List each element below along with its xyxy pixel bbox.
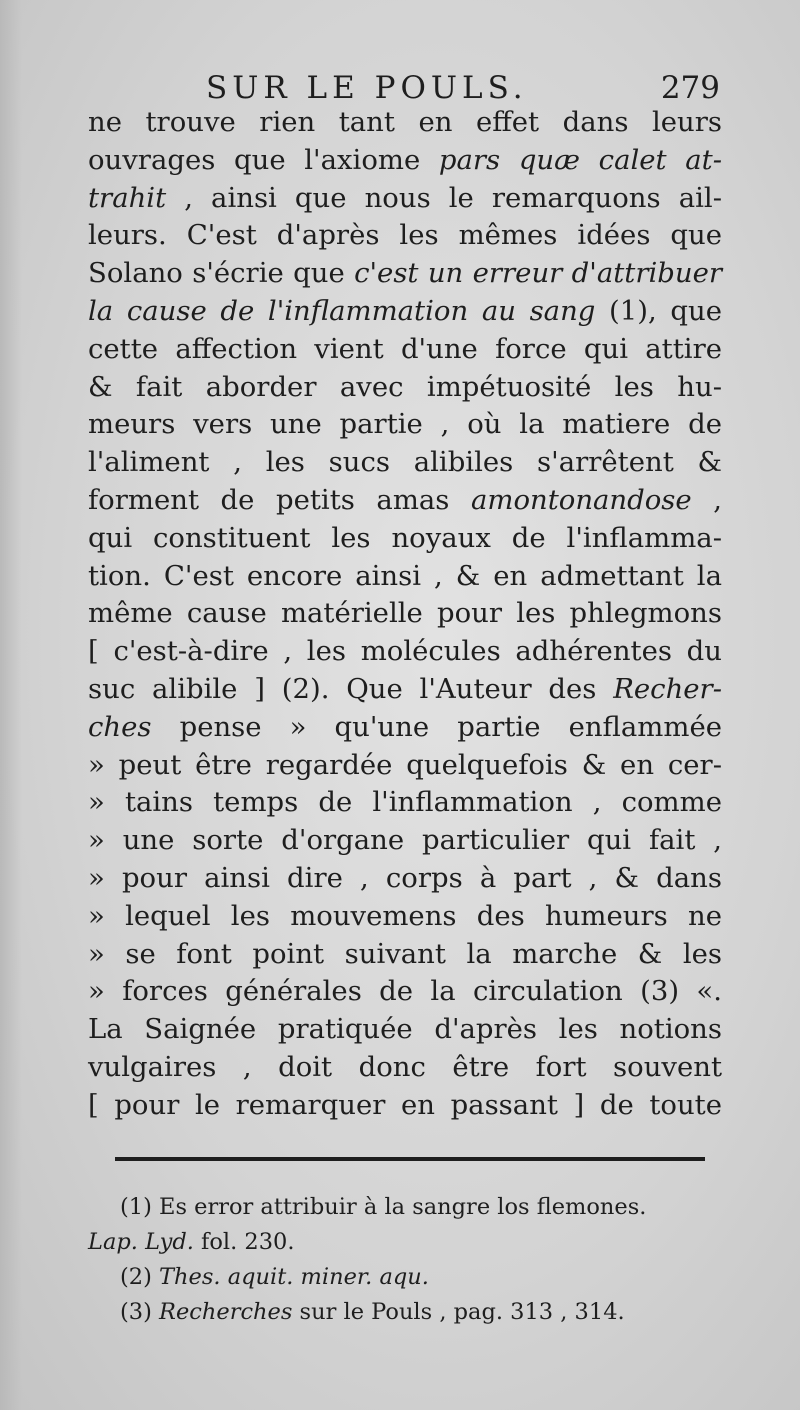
text-line: tion. C'est encore ainsi , & en admettant la	[88, 559, 722, 592]
text-line: qui constituent les noyaux de l'inflamma-	[88, 521, 722, 554]
italic-run: trahit	[88, 181, 167, 214]
text-line: meurs vers une partie , où la matiere de	[88, 408, 722, 441]
text-line: [ pour le remarquer en passant ] de toute	[88, 1088, 722, 1121]
text-line: même cause matérielle pour les phlegmons	[88, 597, 722, 630]
text-line: leurs. C'est d'après les mêmes idées que	[88, 219, 722, 252]
text-line: » se font point suivant la marche & les	[88, 937, 722, 970]
page-number: 279	[660, 70, 720, 106]
body-text	[88, 104, 722, 1125]
italic-run: Thes. aquit. miner. aqu.	[159, 1264, 429, 1290]
text-line: La Saignée pratiquée d'après les notions	[88, 1013, 722, 1046]
text-line: suc alibile ] (2). Que l'Auteur des Recher-	[88, 672, 722, 705]
italic-run: Lap. Lyd.	[88, 1229, 194, 1255]
footnote: (3) Recherches sur le Pouls , pag. 313 , 314.	[120, 1299, 625, 1325]
text-line: forment de petits amas amontonandose ,	[88, 483, 722, 516]
text-line: [ c'est-à-dire , les molécules adhérentes du	[88, 635, 722, 668]
page-gutter-shadow	[0, 0, 22, 1410]
footnote: Lap. Lyd. fol. 230.	[88, 1229, 295, 1255]
text-line: ne trouve rien tant en effet dans leurs	[88, 106, 722, 138]
text-line: trahit , ainsi que nous le remarquons ail-	[88, 181, 722, 214]
text-line: Solano s'écrie que c'est un erreur d'attribuer	[88, 257, 722, 290]
italic-run: amontonandose	[470, 483, 692, 516]
italic-run: la cause de l'inflammation au sang	[88, 294, 596, 327]
footnote: (1) Es error attribuir à la sangre los flemones.	[120, 1194, 647, 1220]
text-line: » tains temps de l'inflammation , comme	[88, 786, 722, 819]
text-line: vulgaires , doit donc être fort souvent	[88, 1050, 722, 1083]
text-line: » peut être regardée quelquefois & en cer-	[88, 748, 722, 781]
footnotes	[88, 1190, 722, 1330]
text-line: ouvrages que l'axiome pars quæ calet at-	[88, 143, 722, 176]
footnote-rule	[115, 1157, 705, 1161]
italic-run: Recherches	[159, 1299, 293, 1325]
footnote: (2) Thes. aquit. miner. aqu.	[120, 1264, 429, 1290]
text-line: & fait aborder avec impétuosité les hu-	[88, 370, 722, 403]
text-line: l'aliment , les sucs alibiles s'arrêtent &	[88, 446, 722, 479]
text-line: cette affection vient d'une force qui attire	[88, 332, 722, 365]
italic-run: ches	[88, 710, 152, 743]
italic-run: Recher-	[613, 672, 722, 705]
text-line: » une sorte d'organe particulier qui fait ,	[88, 824, 722, 857]
text-line: la cause de l'inflammation au sang (1), que	[88, 294, 722, 327]
text-line: » forces générales de la circulation (3) «.	[88, 975, 722, 1008]
italic-run: pars quæ calet at-	[438, 143, 722, 176]
italic-run: c'est un erreur d'attribuer	[354, 257, 722, 290]
text-line: » pour ainsi dire , corps à part , & dans	[88, 861, 722, 894]
running-head: SUR LE POULS.	[206, 70, 528, 106]
text-line: ches pense » qu'une partie enflammée	[88, 710, 722, 743]
text-line: » lequel les mouvemens des humeurs ne	[88, 899, 722, 932]
